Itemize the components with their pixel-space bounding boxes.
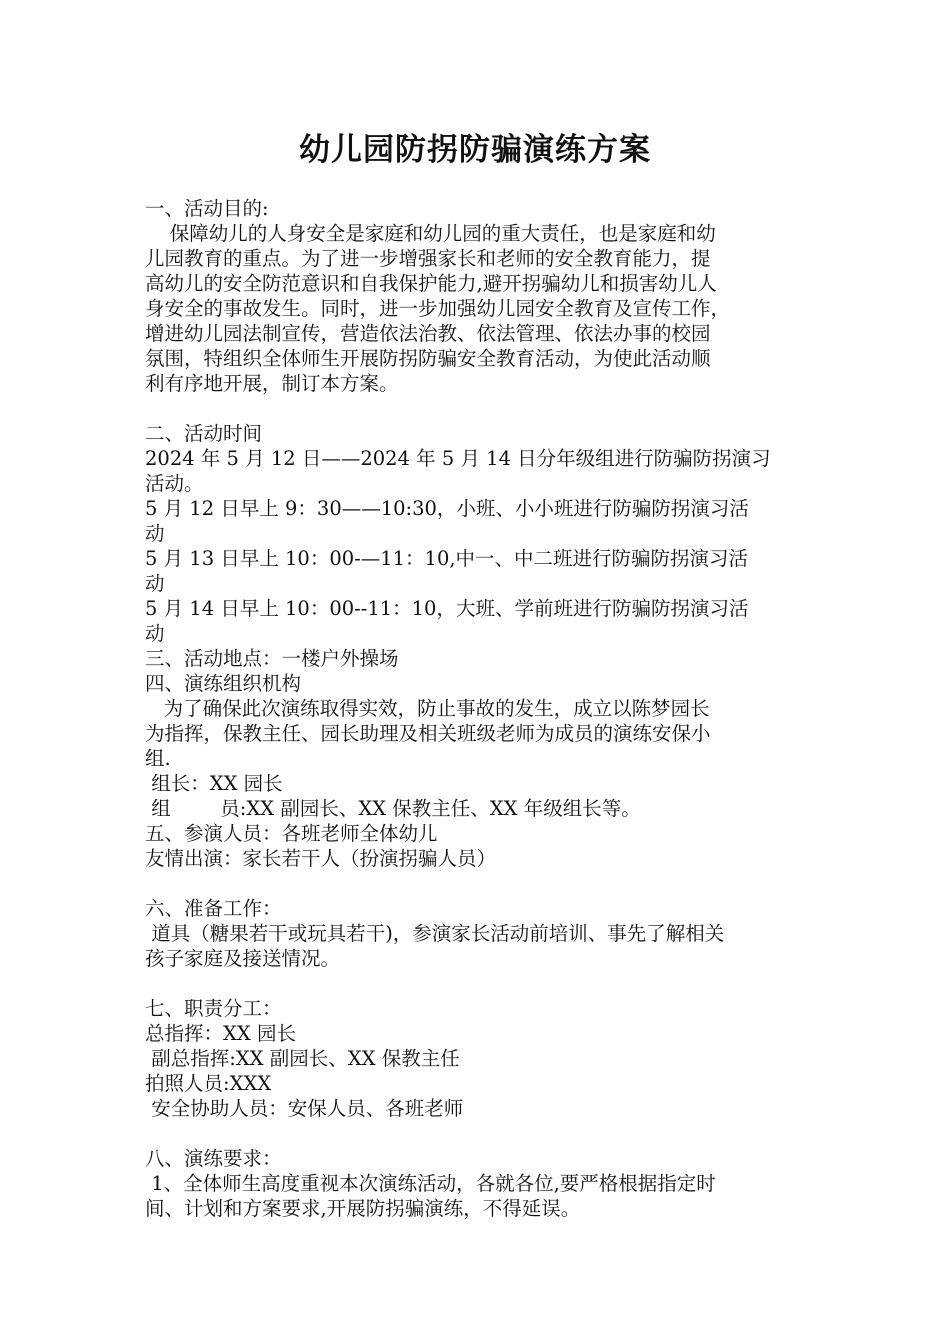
paragraph-line: 孩子家庭及接送情况。: [145, 947, 341, 970]
paragraph-line: 5 月 14 日早上 10：00--11：10，大班、学前班进行防骗防拐演习活: [145, 597, 749, 620]
section-heading-location: 三、活动地点：一楼户外操场: [145, 647, 399, 670]
paragraph-line: 保障幼儿的人身安全是家庭和幼儿园的重大责任，也是家庭和幼: [145, 222, 716, 245]
paragraph-line: 身安全的事故发生。同时，进一步加强幼儿园安全教育及宣传工作，: [145, 297, 731, 320]
paragraph-line: 组 员:XX 副园长、XX 保教主任、XX 年级组长等。: [145, 797, 641, 820]
paragraph-line: 友情出演：家长若干人（扮演拐骗人员）: [145, 847, 497, 870]
paragraph-line: 5 月 12 日早上 9：30——10:30，小班、小小班进行防骗防拐演习活: [145, 497, 749, 520]
paragraph-line: 儿园教育的重点。为了进一步增强家长和老师的安全教育能力，提: [145, 247, 711, 270]
paragraph-line: 副总指挥:XX 副园长、XX 保教主任: [145, 1047, 460, 1070]
section-heading-organization: 四、演练组织机构: [145, 672, 302, 695]
paragraph-line: 高幼儿的安全防范意识和自我保护能力,避开拐骗幼儿和损害幼儿人: [145, 272, 717, 295]
section-heading-participants: 五、参演人员：各班老师全体幼儿: [145, 822, 438, 845]
paragraph-line: 道具（糖果若干或玩具若干)，参演家长活动前培训、事先了解相关: [145, 922, 725, 945]
paragraph-line: 组长：XX 园长: [145, 772, 283, 795]
blank-line: [145, 971, 810, 996]
section-heading-duties: 七、职责分工：: [145, 997, 282, 1020]
paragraph-line: 5 月 13 日早上 10：00-—11：10,中一、中二班进行防骗防拐演习活: [145, 547, 749, 570]
section-heading-preparation: 六、准备工作：: [145, 897, 282, 920]
paragraph-line: 拍照人员:XXX: [145, 1072, 272, 1095]
paragraph-line: 组.: [145, 747, 171, 770]
section-heading-requirements: 八、演练要求：: [145, 1147, 282, 1170]
paragraph-line: 增进幼儿园法制宣传，营造依法治教、依法管理、依法办事的校园: [145, 322, 711, 345]
blank-line: [145, 871, 810, 896]
paragraph-line: 间、计划和方案要求,开展防拐骗演练，不得延误。: [145, 1197, 581, 1220]
paragraph-line: 氛围，特组织全体师生开展防拐防骗安全教育活动，为使此活动顺: [145, 347, 711, 370]
section-heading-purpose: 一、活动目的:: [145, 197, 269, 220]
paragraph-line: 为指挥，保教主任、园长助理及相关班级老师为成员的演练安保小: [145, 722, 711, 745]
paragraph-line: 总指挥：XX 园长: [145, 1022, 296, 1045]
paragraph-line: 活动。: [145, 472, 204, 495]
paragraph-line: 动: [145, 572, 165, 595]
paragraph-line: 利有序地开展，制订本方案。: [145, 372, 399, 395]
blank-line: [145, 396, 810, 421]
document-body: [145, 196, 810, 1221]
paragraph-line: 动: [145, 622, 165, 645]
document-title: 幼儿园防拐防骗演练方案: [299, 132, 651, 168]
paragraph-line: 安全协助人员：安保人员、各班老师: [145, 1097, 464, 1120]
section-heading-time: 二、活动时间: [145, 422, 263, 445]
paragraph-line: 为了确保此次演练取得实效，防止事故的发生，成立以陈梦园长: [145, 697, 710, 720]
paragraph-line: 动: [145, 522, 165, 545]
paragraph-line: 2024 年 5 月 12 日——2024 年 5 月 14 日分年级组进行防骗防拐演习: [145, 447, 771, 470]
blank-line: [145, 1121, 810, 1146]
paragraph-line: 1、全体师生高度重视本次演练活动，各就各位,要严格根据指定时: [145, 1172, 716, 1195]
